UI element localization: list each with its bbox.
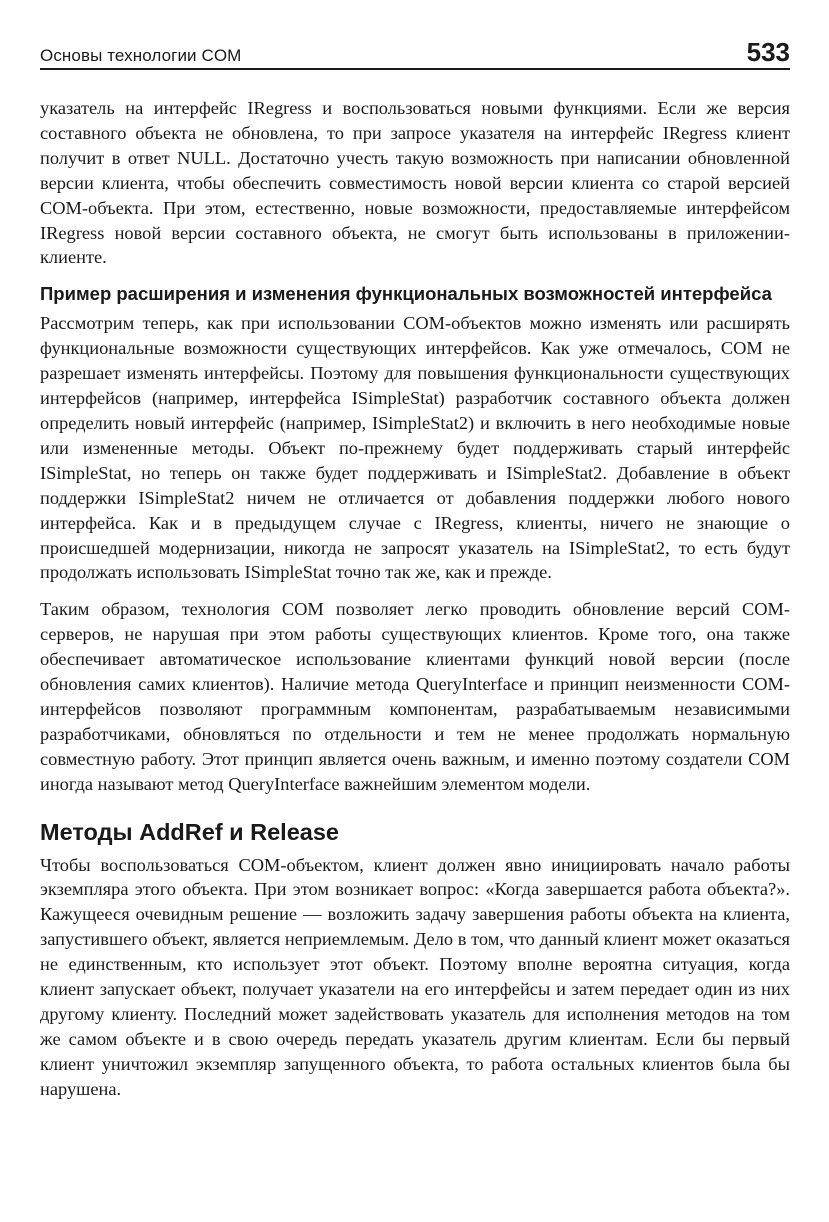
running-header xyxy=(40,34,790,70)
paragraph-3: Таким образом, технология COM позволяет легко проводить обновление версий COM-серверов, не нарушая при этом работы существующих клиентов. Кроме того, она также обеспечивает автоматическое использование клиентами функций новой версии (после обновления самих клиентов). Наличие метода QueryInterface и принцип неизменности COM-интерфейсов позволяют программным компонентам, разрабатываемым независимыми разработчиками, обновляться по отдельности и тем не менее продолжать нормальную совместную работу. Этот принцип является очень важным, и именно поэтому создатели COM иногда называют метод QueryInterface важнейшим элементом модели. xyxy=(40,599,790,794)
paragraph-1: указатель на интерфейс IRegress и воспользоваться новыми функциями. Если же версия составного объекта не обновлена, то при запросе указателя на интерфейс IRegress клиент получит в ответ NULL. Достаточно учесть такую возможность при написании обновленной версии клиента, чтобы обеспечить совместимость новой версии клиента со старой версией COM-объекта. При этом, естественно, новые возможности, предоставляемые интерфейсом IRegress новой версии составного объекта, не смогут быть использованы в приложении-клиенте. xyxy=(40,98,790,268)
subheading: Пример расширения и изменения функциональных возможностей интерфейса xyxy=(40,283,772,305)
paragraph-4: Чтобы воспользоваться COM-объектом, клиент должен явно инициировать начало работы экземпляра этого объекта. При этом возникает вопрос: «Когда завершается работа объекта?». Кажущееся очевидным решение — возложить задачу завершения работы объекта на клиента, запустившего объект, является неприемлемым. Дело в том, что данный клиент может оказаться не единственным, кто использует этот объект. Поэтому вполне вероятна ситуация, когда клиент запускает объект, получает указатели на его интерфейсы и затем передает один из них другому клиенту. Последний может задействовать указатель для исполнения методов на том же самом объекте и в свою очередь передать указатель другим клиентам. Если бы первый клиент уничтожил экземпляр запущенного объекта, то работа остальных клиентов была бы нарушена. xyxy=(40,854,790,1099)
section-heading: Методы AddRef и Release xyxy=(40,818,339,845)
book-page xyxy=(40,34,790,1102)
running-title: Основы технологии COM xyxy=(40,46,242,65)
page-number: 533 xyxy=(746,37,790,67)
paragraph-2: Рассмотрим теперь, как при использовании COM-объектов можно изменять или расширять функциональные возможности существующих интерфейсов. Как уже отмечалось, COM не разрешает изменять интерфейсы. Поэтому для повышения функциональности существующих интерфейсов (например, интерфейса ISimpleStat) разработчик составного объекта должен определить новый интерфейс (например, ISimpleStat2) и включить в него необходимые новые или измененные методы. Объект по-прежнему будет поддерживать старый интерфейс ISimpleStat, но теперь он также будет поддерживать и ISimpleStat2. Добавление в объект поддержки ISimpleStat2 ничем не отличается от добавления поддержки любого нового интерфейса. Как и в предыдущем случае с IRegress, клиенты, ничего не знающие о происшедшей модернизации, никогда не запросят указатель на ISimpleStat2, то есть будут продолжать использовать ISimpleStat точно так же, как и прежде. xyxy=(40,313,790,583)
page-body xyxy=(40,96,790,1102)
